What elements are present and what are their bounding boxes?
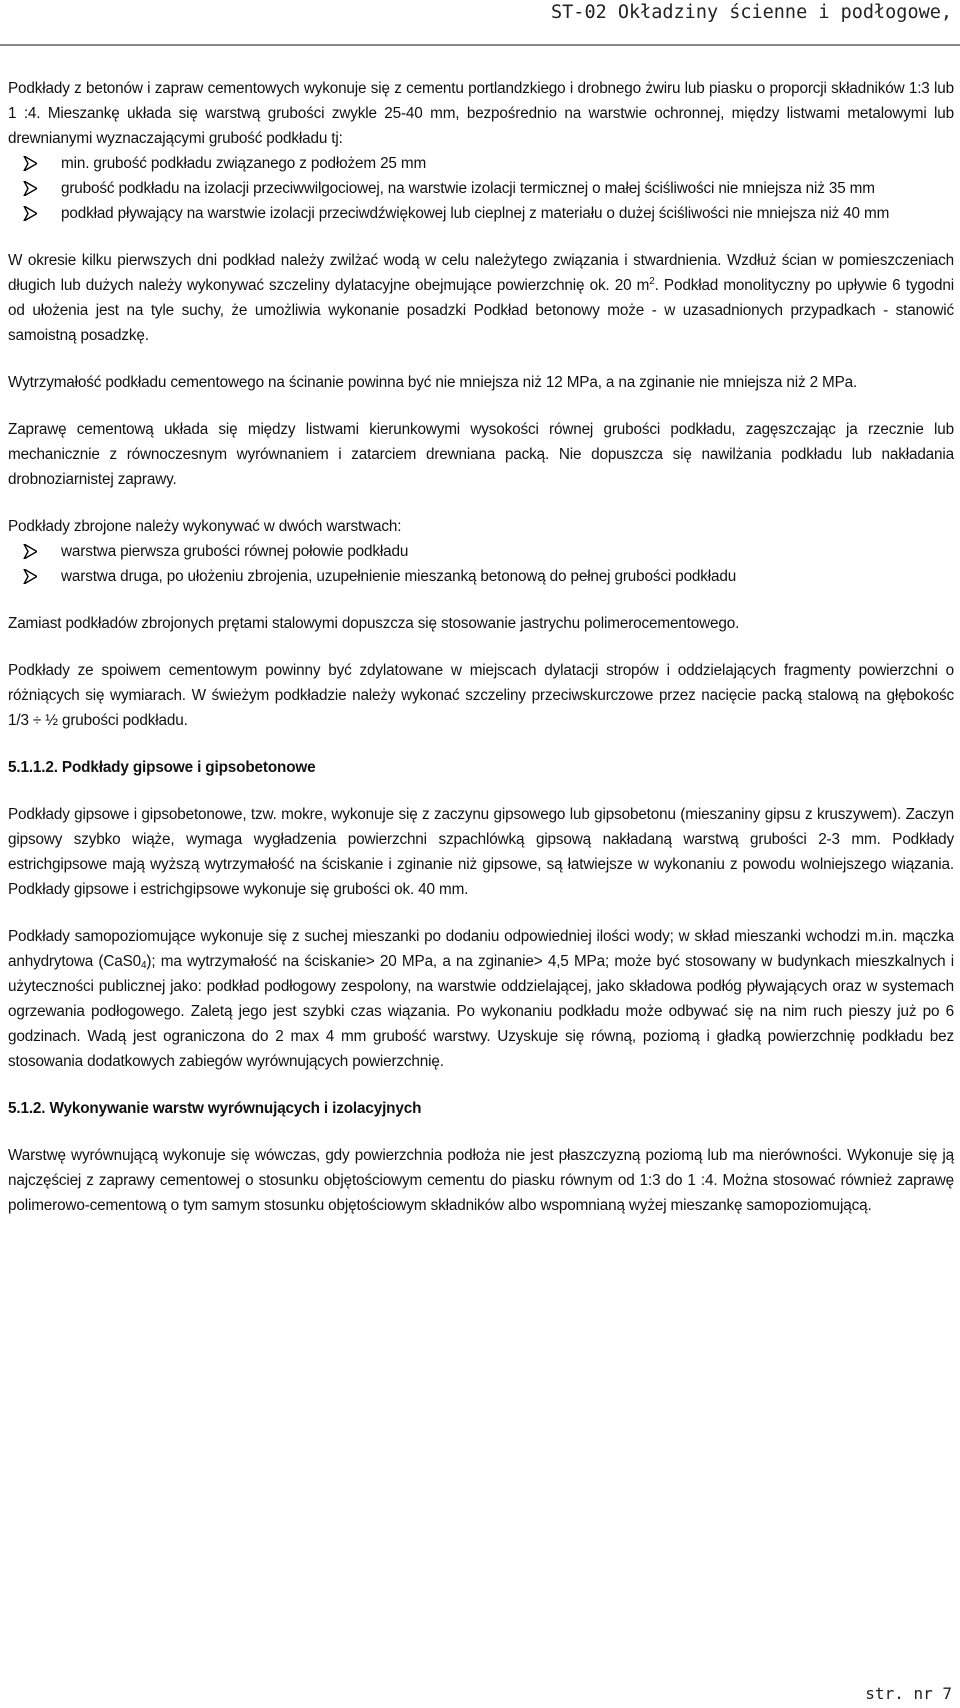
paragraph: [8, 924, 954, 1074]
paragraph-text: W okresie kilku pierwszych dni podkład należy zwilżać wodą w celu należytego związania i stwardnienia. Wzdłuż ścian w pomieszczeniach długich lub dużych należy wykonywać szczeliny dylatacyjne obejmujące powierzchnię ok. 20 m: [8, 252, 954, 294]
list-item-text: warstwa druga, po ułożeniu zbrojenia, uzupełnienie mieszanką betonową do pełnej grubości podkładu: [61, 568, 737, 585]
paragraph: Warstwę wyrównującą wykonuje się wówczas, gdy powierzchnia podłoża nie jest płaszczyzną poziomą lub ma nierówności. Wykonuje się ją najczęściej z zaprawy cementowej o stosunku objętościowym cementu do piasku równym od 1:3 do 1 :4. Można stosować również zaprawę polimerowo-cementową o tym samym stosunku objętościowym składników albo wspomnianą wyżej mieszankę samopoziomującą.: [8, 1147, 954, 1214]
bullet-list: [8, 539, 954, 589]
arrow-bullet-icon: [23, 544, 37, 559]
superscript: 2: [649, 276, 655, 287]
arrow-bullet-icon: [23, 569, 37, 584]
paragraph: Zaprawę cementową układa się między listwami kierunkowymi wysokości równej grubości podkładu, zagęszczając ja rzecznie lub mechanicznie z równoczesnym wyrównaniem i zatarciem drewniana packą. Nie dopuszcza się nawilżania podkładu lub nakładania drobnoziarnistej zaprawy.: [8, 421, 954, 488]
subscript: 4: [140, 960, 147, 971]
document-title: ST-02 Okładziny ścienne i podłogowe,: [551, 2, 952, 23]
paragraph: Podkłady zbrojone należy wykonywać w dwóch warstwach:: [8, 518, 402, 535]
section-heading: 5.1.1.2. Podkłady gipsowe i gipsobetonowe: [8, 759, 316, 776]
page-header: [0, 0, 960, 50]
arrow-bullet-icon: [23, 206, 37, 221]
paragraph: Zamiast podkładów zbrojonych prętami stalowymi dopuszcza się stosowanie jastrychu polimerocementowego.: [8, 615, 740, 632]
paragraph: Wytrzymałość podkładu cementowego na ścinanie powinna być nie mniejsza niż 12 MPa, a na zginanie nie mniejsza niż 2 MPa.: [8, 374, 858, 391]
paragraph: Podkłady gipsowe i gipsobetonowe, tzw. mokre, wykonuje się z zaczynu gipsowego lub gipsobetonu (mieszaniny gipsu z kruszywem). Zaczyn gipsowy szybko wiąże, wymaga wygładzenia powierzchni szpachlówką gipsową nakładaną warstwą grubości 2-3 mm. Podkłady estrichgipsowe mają wyższą wytrzymałość na ściskanie i zginanie niż gipsowe, są łatwiejsze w wykonaniu z powodu wolniejszego wiązania. Podkłady gipsowe i estrichgipsowe wykonuje się grubości ok. 40 mm.: [8, 806, 954, 898]
paragraph: Podkłady z betonów i zapraw cementowych wykonuje się z cementu portlandzkiego i drobnego żwiru lub piasku o proporcji składników 1:3 lub 1 :4. Mieszankę układa się warstwą grubości zwykle 25-40 mm, bezpośrednio na warstwie ochronnej, między listwami metalowymi lub drewnianymi wyznaczającymi grubość podkładu tj:: [8, 80, 954, 147]
list-item-text: podkład pływający na warstwie izolacji przeciwdźwiękowej lub cieplnej z materiału o dużej ściśliwości nie mniejsza niż 40 mm: [61, 205, 890, 222]
paragraph-text: Podkłady samopoziomujące wykonuje się z suchej mieszanki po dodaniu odpowiedniej ilości wody; w skład mieszanki wchodzi m.in. mączka anhydrytowa (CaS0: [8, 928, 954, 970]
header-divider: [0, 44, 960, 46]
paragraph-text: ); ma wytrzymałość na ściskanie> 20 MPa, a na zginanie> 4,5 MPa; może być stosowany w budynkach mieszkalnych i użyteczności publicznej jako: podkład podłogowy zespolony, na warstwie oddzielającej, jako składowa podłóg pływających oraz w systemach ogrzewania podłogowego. Zaletą jego jest szybki czas wiązania. Po wykonaniu podkładu może odbywać się na nim ruch pieszy już po 6 godzinach. Wadą jest ograniczona do 2 max 4 mm grubość warstwy. Uzyskuje się równą, poziomą i gładką powierzchnię podkładu bez stosowania dodatkowych zabiegów wyrównujących powierzchnię.: [8, 953, 954, 1070]
paragraph-text: . Podkład monolityczny po upływie 6 tygodni od ułożenia jest na tyle suchy, że umożliwia wykonanie posadzki Podkład betonowy może - w uzasadnionych przypadkach - stanowić samoistną posadzkę.: [8, 277, 954, 344]
list-item: [8, 539, 954, 564]
bullet-list: [8, 151, 954, 226]
document-body: [8, 76, 954, 1218]
list-item: [8, 564, 954, 589]
paragraph: Podkłady ze spoiwem cementowym powinny być zdylatowane w miejscach dylatacji stropów i oddzielających fragmenty powierzchni o różniących się wymiarach. W świeżym podkładzie należy wykonać szczeliny przeciwskurczowe przez nacięcie packą stalową na głębokośc 1/3 ÷ ½ grubości podkładu.: [8, 662, 954, 729]
list-item-text: min. grubość podkładu związanego z podłożem 25 mm: [61, 155, 427, 172]
list-item: [8, 201, 954, 226]
section-heading: 5.1.2. Wykonywanie warstw wyrównujących i izolacyjnych: [8, 1100, 422, 1117]
arrow-bullet-icon: [23, 156, 37, 171]
list-item: [8, 151, 954, 176]
arrow-bullet-icon: [23, 181, 37, 196]
page-number: str. nr 7: [865, 1684, 952, 1703]
list-item: [8, 176, 954, 201]
paragraph: [8, 248, 954, 348]
list-item-text: grubość podkładu na izolacji przeciwwilgociowej, na warstwie izolacji termicznej o małej ściśliwości nie mniejsza niż 35 mm: [61, 180, 875, 197]
list-item-text: warstwa pierwsza grubości równej połowie podkładu: [61, 543, 409, 560]
